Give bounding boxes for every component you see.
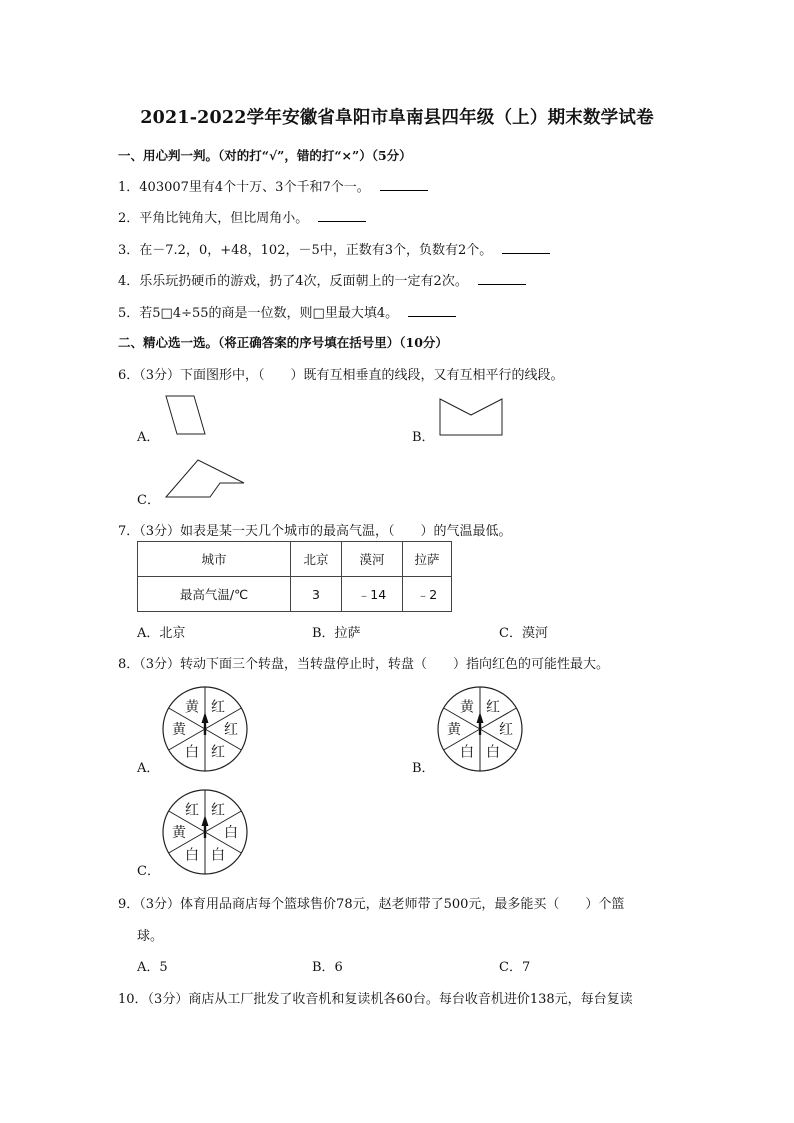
spinner-sector-label: 白 [211,847,225,864]
question-3-text: 3．在－7.2，0，+48，102，－5中，正数有3个，负数有2个。 [118,243,493,258]
question-9-line-2: 球。 [137,929,164,944]
table-cell: 北京 [291,542,342,577]
option-b-label: B． [412,430,435,445]
pointer-arrow-icon [477,712,484,735]
question-7: 7．（3分）如表是某一天几个城市的最高气温，（ ）的气温最低。 [118,524,512,539]
table-cell: 漠河 [342,542,403,577]
answer-blank[interactable] [478,272,526,285]
spinner-a [161,685,249,773]
option-b-label: B． [412,761,435,776]
question-10: 10．（3分）商店从工厂批发了收音机和复读机各60台。每台收音机进价138元，每台复读 [118,992,633,1007]
spinner-b [436,685,524,773]
spinner-sector-label: 红 [211,802,225,819]
spinner-sector-label: 红 [211,744,225,761]
question-4 [118,270,526,289]
pointer-arrow-icon [202,712,209,735]
question-8: 8．（3分）转动下面三个转盘，当转盘停止时，转盘（ ）指向红色的可能性最大。 [118,657,610,672]
spinner-sector-label: 白 [185,744,199,761]
option-a: A．北京 [137,626,186,641]
spinner-c [161,788,249,876]
notched-pentagon-figure [438,397,506,439]
table-cell: 城市 [138,542,291,577]
spinner-sector-label: 白 [224,825,238,841]
answer-blank[interactable] [408,304,456,317]
option-a-label: A． [137,430,160,445]
option-b: B．6 [312,960,343,975]
option-a: A．5 [137,960,168,975]
concave-quadrilateral-figure [164,457,248,501]
spinner-sector-label: 黄 [172,825,186,841]
spinner-sector-label: 白 [185,847,199,864]
question-2 [118,207,366,226]
question-3 [118,239,550,258]
table-header-row [138,542,452,577]
page-title: 2021-2022学年安徽省阜阳市阜南县四年级（上）期末数学试卷 [140,108,654,128]
section-1-heading: 一、用心判一判。（对的打“√”，错的打“×”）（5分） [118,148,412,163]
question-5 [118,302,456,321]
answer-blank[interactable] [502,241,550,254]
spinner-sector-label: 红 [486,699,500,716]
table-cell: ﹣14 [342,577,403,612]
pointer-arrow-icon [202,815,209,838]
option-c-label: C． [137,493,160,508]
spinner-sector-label: 白 [486,744,500,761]
spinner-sector-label: 红 [211,699,225,716]
option-c-label: C． [137,864,160,879]
question-6: 6．（3分）下面图形中，（ ）既有互相垂直的线段，又有互相平行的线段。 [118,368,564,383]
option-c: C．7 [499,960,531,975]
section-2-heading: 二、精心选一选。（将正确答案的序号填在括号里）（10分） [118,335,448,350]
question-9-line-1: 9．（3分）体育用品商店每个篮球售价78元，赵老师带了500元，最多能买（ ）个篮 [118,897,625,912]
spinner-sector-label: 红 [224,722,238,738]
spinner-sector-label: 黄 [447,722,461,738]
spinner-sector-label: 红 [185,802,199,819]
question-1 [118,176,428,195]
spinner-sector-label: 白 [460,744,474,761]
temperature-table [137,541,452,612]
answer-blank[interactable] [380,178,428,191]
table-cell: ﹣2 [403,577,452,612]
answer-blank[interactable] [318,209,366,222]
question-5-text: 5．若5□4÷55的商是一位数，则□里最大填4。 [118,306,399,321]
spinner-sector-label: 黄 [185,699,199,716]
question-2-text: 2．平角比钝角大，但比周角小。 [118,211,309,226]
table-row [138,577,452,612]
option-a-label: A． [137,761,160,776]
question-4-text: 4．乐乐玩扔硬币的游戏，扔了4次，反面朝上的一定有2次。 [118,274,468,289]
table-cell: 最高气温/℃ [138,577,291,612]
option-b: B．拉萨 [312,626,361,641]
spinner-sector-label: 黄 [172,722,186,738]
table-cell: 3 [291,577,342,612]
spinner-sector-label: 红 [499,722,513,738]
table-cell: 拉萨 [403,542,452,577]
option-c: C．漠河 [499,626,548,641]
spinner-sector-label: 黄 [460,699,474,716]
question-1-text: 1．403007里有4个十万、3个千和7个一。 [118,180,370,195]
parallelogram-figure [164,394,208,438]
